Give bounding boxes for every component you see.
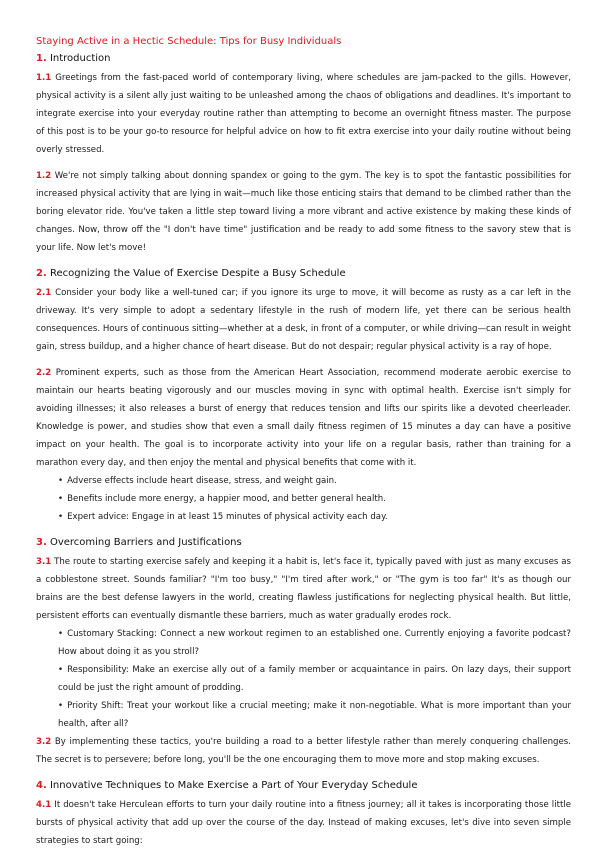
document-page [36, 35, 571, 850]
section-heading-1 [36, 52, 571, 66]
paragraph-3-2 [36, 733, 571, 769]
list-item: • Priority Shift: Treat your workout like a crucial meeting; make it non-negotiable. What is more important than your health, after all? [58, 697, 571, 733]
paragraph-number: 3.1 [36, 557, 52, 567]
section-title: Overcoming Barriers and Justifications [49, 537, 242, 548]
list-item: • Expert advice: Engage in at least 15 minutes of physical activity each day. [58, 508, 571, 526]
paragraph-1-1 [36, 69, 571, 159]
paragraph-number: 2.1 [36, 288, 52, 298]
paragraph-number: 3.2 [36, 737, 52, 747]
section-number: 3. [36, 537, 47, 548]
section-number: 4. [36, 780, 47, 791]
list-item: • Customary Stacking: Connect a new workout regimen to an established one. Currently enjoying a favorite podcast? How about doing it as you stroll? [58, 625, 571, 661]
section-heading-4 [36, 779, 571, 793]
paragraph-number: 4.1 [36, 800, 52, 810]
paragraph-2-2 [36, 364, 571, 472]
paragraph-text: The route to starting exercise safely and keeping it a habit is, let's face it, typically paved with just as many excuses as a cobblestone street. Sounds familiar? "I'm too busy," "I'm tired after work," or "The gym is too far" It's as though our brains are the best defense lawyers in the world, creating flawless justifications for neglecting physical health. But little, persistent efforts can eventually dismantle these barriers, much as water gradually erodes rock. [36, 557, 571, 621]
section-heading-2 [36, 267, 571, 281]
bullet-list-3 [36, 625, 571, 733]
paragraph-2-1 [36, 284, 571, 356]
paragraph-1-2 [36, 167, 571, 257]
document-title: Staying Active in a Hectic Schedule: Tips for Busy Individuals [36, 36, 342, 47]
list-item: • Benefits include more energy, a happier mood, and better general health. [58, 490, 571, 508]
paragraph-number: 1.1 [36, 73, 52, 83]
paragraph-text: It doesn't take Herculean efforts to turn your daily routine into a fitness journey; all it takes is incorporating those little bursts of physical activity that add up over the course of the day. Instead of making excuses, let's dive into seven simple strategies to start going: [36, 800, 571, 846]
paragraph-text: Greetings from the fast-paced world of contemporary living, where schedules are jam-packed to the gills. However, physical activity is a silent ally just waiting to be unleashed among the chaos of obligations and deadlines. It's important to integrate exercise into your everyday routine rather than attempting to become an overnight fitness master. The purpose of this post is to be your go-to resource for helpful advice on how to fit extra exercise into your daily routine without being overly stressed. [36, 73, 571, 155]
paragraph-number: 2.2 [36, 368, 52, 378]
list-item: • Responsibility: Make an exercise ally out of a family member or acquaintance in pairs. On lazy days, their support could be just the right amount of prodding. [58, 661, 571, 697]
section-title: Introduction [49, 53, 111, 64]
paragraph-text: By implementing these tactics, you're building a road to a better lifestyle rather than merely conquering challenges. The secret is to persevere; before long, you'll be the one encouraging them to move more and stop making excuses. [36, 737, 572, 765]
bullet-list-2 [36, 472, 571, 526]
paragraph-text: Consider your body like a well-tuned car; if you ignore its urge to move, it will become as rusty as a car left in the driveway. It's very simple to adopt a sedentary lifestyle in the rush of modern life, yet there can be serious health consequences. Hours of continuous sitting—whether at a desk, in front of a computer, or while driving—can result in weight gain, stress buildup, and a higher chance of heart disease. But do not despair; regular physical activity is a ray of hope. [36, 288, 572, 352]
section-heading-3 [36, 536, 571, 550]
paragraph-text: We're not simply talking about donning spandex or going to the gym. The key is to spot the fantastic possibilities for increased physical activity that are lying in wait—much like those enticing stairs that demand to be climbed rather than the boring elevator ride. You've taken a little step toward living a more vibrant and active existence by making these kinds of changes. Now, throw off the "I don't have time" justification and be ready to add some fitness to the savory stew that is your life. Now let's move! [36, 171, 571, 253]
paragraph-number: 1.2 [36, 171, 52, 181]
section-title: Recognizing the Value of Exercise Despite a Busy Schedule [49, 268, 346, 279]
list-item: • Adverse effects include heart disease, stress, and weight gain. [58, 472, 571, 490]
section-title: Innovative Techniques to Make Exercise a Part of Your Everyday Schedule [49, 780, 418, 791]
section-number: 2. [36, 268, 47, 279]
section-number: 1. [36, 53, 47, 64]
paragraph-4-1 [36, 796, 571, 850]
paragraph-text: Prominent experts, such as those from the American Heart Association, recommend moderate aerobic exercise to maintain our hearts beating vigorously and our muscles moving in sync with optimal health. Exercise isn't simply for avoiding illnesses; it also releases a burst of energy that reduces tension and lifts our spirits like a devoted cheerleader. Knowledge is power, and studies show that even a small daily fitness regimen of 15 minutes a day can have a positive impact on your health. The goal is to incorporate activity into your life on a regular basis, rather than training for a marathon every day, and then enjoy the mental and physical benefits that come with it. [36, 368, 571, 468]
paragraph-3-1 [36, 553, 571, 625]
